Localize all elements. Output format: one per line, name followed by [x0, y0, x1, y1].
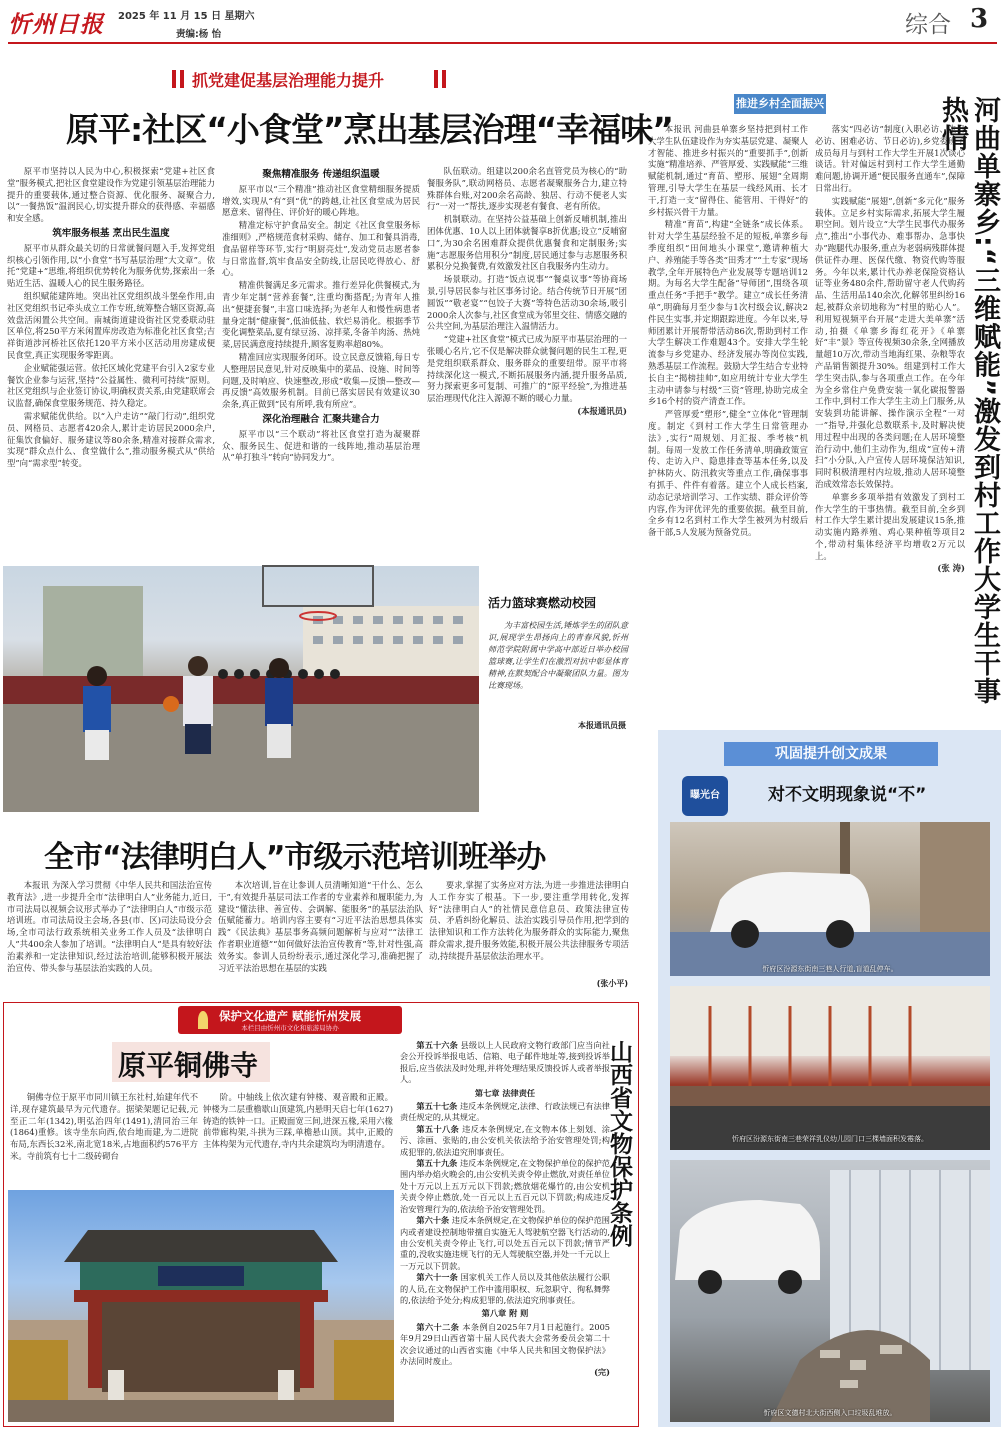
sidebar-vertical-title: 河曲单寨乡:“三维赋能”激发到村工作大学生干事热情: [937, 96, 1000, 706]
art1-title: 原平:社区“小食堂”烹出基层治理“幸福味”: [66, 110, 673, 149]
newspaper-logo: 忻州日报: [8, 11, 104, 38]
culture-col2: 阶。中轴线上依次建有钟楼、观音殿和正殿。钟楼为二层重檐歇山顶建筑,内悬明天启七年(1627)铸造的铁钟一口。正殿面宽三间,进深五椽,采用六椽前带廊构架,斗拱为三踩,单檐悬山顶。其中,正殿的主体构架为元代遗存,寺内共余建筑均为明清遗存。: [203, 1092, 393, 1150]
photo-title: 活力篮球赛燃动校园: [488, 596, 597, 610]
exposure-badge: 曝光台: [682, 776, 728, 816]
art2-byline: (张小平): [596, 979, 628, 988]
pagoda-icon: [198, 1011, 208, 1029]
sidebar-col-a: 本报讯 河曲县单寨乡坚持把到村工作大学生队伍建设作为夯实基层党建、凝聚人才智能、推进乡村振兴的“重要抓手”,创新实施“精准培养、严管厚爱、实践赋能”三维赋能机制,通过“育苗、塑形、展翅”全周期管理,引导大学生在基层一线经风雨、长才干,打造一支“留得住、能管用、干得好”的乡村振兴骨干力量。 精准“育苗”,构建“全链条”成长体系。针对大学生基层经验不足的短板,单寨乡每季度组织“田间地头小课堂”,邀请种植大户、养殖能手等各类“田秀才”“土专家”现场教学,全年开展特色产业发展等专题培训12期。为每名大学生配备“导师团”,围绕各项重点任务“手把手”教学。建立“成长任务清单”,明确每月至少参与1次村级会议,解决2件民生实事,并定期跟踪进度。今年以来,导师团累计开展帮带活动86次,帮助到村工作大学生解决工作难题43个。安排大学生轮流参与乡党建办、经济发展办等岗位实践,熟悉基层工作流程。鼓励大学生结合专业特长自主“揭榜挂帅”,如应用统计专业大学生主动申请参与村级“三资”管理,协助完成全乡16个村的资产清查工作。 严管厚爱“塑形”,健全“立体化”管理制度。制定《到村工作大学生日常管理办法》,实行“周规划、月汇报、季考核”机制。每周一发放工作任务清单,明确政策宣传、走访入户、隐患排查等基本任务,以及护林防火、防汛救灾等重点工作,确保事事有抓手、件件有着落。建立个人成长档案,动态记录培训学习、工作实绩、群众评价等内容,作为评优评先的重要依据。截至目前,全乡有12名到村工作大学生被列为村级后备干部,5人发展为预备党员。: [648, 124, 808, 538]
masthead-rule: [8, 42, 997, 44]
sidebar-col-b: 落实“四必访”制度(入职必访、生日必访、困难必访、节日必访),乡党委班子成员每月与到村工作大学生开展1次谈心谈话。针对偏远村到村工作大学生通勤难问题,协调开通“便民服务直通车”,保障日常出行。 实践赋能“展翅”,创新“多元化”服务载体。立足乡村实际需求,拓展大学生履职空间。划片设立“大学生民事代办服务点”,推出“小事代办、难事帮办、急事快办”跑腿代办服务,重点为老弱病残群体提供证件办理、医保代缴、物资代购等服务。今年以来,累计代办养老保险资格认证等业务480余件,帮助留守老人代购药品、生活用品140余次,化解邻里纠纷16起,被群众亲切地称为“村里的贴心人”。利用短视频平台开展“走进大美单寨”活动,拍摄《单寨乡海红花开》《单寨好“丰”景》等宣传视频30余条,全网播放量超10万次,带动当地海红果、杂粮等农产品销售额提升30%。组建到村工作大学生突击队,参与各项重点工作。在今年为全乡常住户免费安装一氧化碳报警器工作中,到村工作大学生主动上门服务,从安装到功能讲解、操作演示全程“一对一”指导,并强化总数联系卡,及时解决使用过程中出现的各类问题;在人居环境整治行动中,他们主动作为,组成“宣传+清扫”小分队,入户宣传人居环境保洁知识,同时积极清理村内垃圾,推动人居环境整治成效常态长效保持。 单寨乡多项举措有效激发了到村工作大学生的干事热情。截至目前,全乡到村工作大学生累计提出发展建议15条,推动实施内路养殖、鸡心果种植等项目2个,带动村集体经济平均增收2万元以上。 (张 涛): [815, 124, 965, 574]
art2-col3: 要求,掌握了实务应对方法,为进一步推进法律明白人工作夯实了根基。下一步,要注重学用转化,发挥好“法律明白人”的社情民意信息员、政策法律宣传员、矛盾纠纷化解员、法治实践引导员作用,把学到的法律知识和工作方法转化为服务群众的实际能力,聚焦群众需求,提升服务效能,积极开展公共法律服务专项活动,持续提升基层依法治理水平。: [429, 880, 629, 961]
civ-photo-3: [670, 1160, 990, 1422]
basketball-photo: [3, 566, 479, 812]
civ-photo-2: [670, 986, 990, 1150]
art2-title: 全市“法律明白人”市级示范培训班举办: [44, 840, 546, 875]
art1-col3: 队伍联动。组建以200余名直管党员为核心的“助餐服务队”,联动网格员、志愿者凝聚服务合力,建立特殊群体台账,对200余名高龄、独居、行动不便老人实行“一对一”帮扶,逐步实现老有餐食、老有所依。 机制联动。在坚持公益基础上创新反哺机制,推出团体优惠、10人以上团体就餐享8折优惠;设立“反哺窗口”,为30余名困难群众提供优惠餐食和定制服务;实施“志愿服务信用积分”制度,居民通过参与志愿服务积累积分兑换餐费,有效激发社区自我服务内生动力。 场景联动。打造“饭点说事”“餐桌议事”等协商场景,引导居民参与社区事务讨论。结合传统节日开展“团圆饭”“敬老宴”“包饺子大赛”等特色活动30余场,吸引2000余人次参与,社区食堂成为邻里交往、情感交融的公共空间,为基层治理注入温情活力。 “党建+社区食堂”模式已成为原平市基层治理的一张暖心名片,它不仅是解决群众就餐问题的民生工程,更是党组织联系群众、服务群众的重要纽带。原平市将持续深化这一模式,不断拓展服务内涵,提升服务品质,努力探索更多可复制、可推广的“原平经验”,为推进基层治理现代化注入源源不断的暖心力量。 (本报通讯员): [427, 166, 627, 416]
civ-banner: 巩固提升创文成果: [724, 742, 938, 766]
art1-col1: 原平市坚持以人民为中心,积极探索“党建+社区食堂”服务模式,把社区食堂建设作为党建引领基层治理能力提升的重要载体,通过整合资源、优化服务、凝聚合力,以“一餐热饭”温润民心,切实提升群众的获得感、幸福感和安全感。 筑牢服务根基 烹出民生温度 原平市从群众最关切的日常就餐问题入手,发挥党组织核心引领作用,以“小食堂”书写基层治理“大文章”。依托“党建+”思维,将组织优势转化为服务优势,探索出一条贴近生活、温暖人心的民生服务路径。 组织赋能建阵地。突出社区党组织战斗堡垒作用,由社区党组织书记牵头成立工作专班,统筹整合辖区资源,高效盘活闲置公共空间。南城街道建设街社区党委联动驻区单位,将250平方米闲置库房改造为标准化社区食堂;吉祥街道涉河桥社区依托120平方米小区活动用房建成便民食堂,真正实现服务零距离。 企业赋能强运营。依托区域化党建平台引入2家专业餐饮企业参与运营,坚持“公益属性、微利可持续”原则。社区党组织与企业签订协议,明确权责关系,由党建联席会议监督,确保食堂服务规范、持久稳定。 需求赋能优供给。以“入户走访”“敲门行动”,组织党员、网格员、志愿者420余人,累计走访居民2000余户,征集饮食偏好、服务建议等80余条,精准对接群众需求,实现“群众点什么、食堂做什么”,推动服务模式从“供给型”向“需求型”转变。: [7, 166, 215, 469]
civ-title: 对不文明现象说“不”: [768, 785, 927, 805]
section-name: 综合: [905, 12, 951, 38]
civ-caption-3: 忻府区文德村北大街西侧入口垃圾乱堆放。: [763, 1409, 897, 1417]
culture-col1: 铜佛寺位于原平市同川镇王东社村,始建年代不详,现存建筑最早为元代遗存。据梁架题记记载,元至正二年(1342),明弘治四年(1491),清同治三年(1864)重修。该寺坐东向西,依台地而建,为二进院布局,东西长32米,南北宽18米,占地面积约576平方米。寺前筑有七十二级砖砌台: [10, 1092, 198, 1161]
issue-date: 2025 年 11 月 15 日 星期六: [118, 11, 255, 22]
civ-caption-2: 忻府区汾源东街南三巷荣祥乳仪幼儿园门口三棵墙面积发霉落。: [732, 1135, 928, 1143]
temple-photo: [8, 1190, 394, 1422]
page-number: 3: [970, 4, 989, 34]
page-editor: 责编:杨 怡: [176, 29, 222, 40]
art2-col1: 本报讯 为深入学习贯彻《中华人民共和国法治宣传教育法》,进一步提升全市“法律明白人”业务能力,近日,市司法局以视频会议形式举办了“法律明白人”市级示范培训班。市司法局设主会场,各县(市、区)司法局设分会场,全市司法行政系统相关业务工作人员及“法律明白人”共400余人参加了培训。“法律明白人”是具有较好法治素养和一定法律知识,经过法治培训,能够积极开展法治宣传、带头参与基层法治实践的人员。: [7, 880, 212, 973]
art1-banner: 抓党建促基层治理能力提升: [172, 68, 462, 90]
civ-photo-1: [670, 822, 990, 976]
photo-caption: 为丰富校园生活,锤炼学生的团队意识,展现学生昂扬向上的青春风貌,忻州师范学院附属中学高中部近日举办校园篮球赛,让学生们在激烈对抗中彰显体育精神,在默契配合中凝聚团队力量。图为比赛现场。: [488, 621, 628, 690]
player-1: [183, 656, 213, 754]
art2-col2: 本次培训,旨在让参训人员清晰知道“干什么、怎么干”,有效提升基层司法工作者的专业素养和履职能力,为建设“懂法律、善宣传、会调解、能服务”的基层法治队伍赋能蓄力。培训内容主要有“习近平法治思想具体实践”《民法典》基层事务高频问题解析与应对”“法律工作者职业道德”“如何做好法治宣传教育”等,针对性强,高效务实。参训人员纷纷表示,通过深化学习,准确把握了习近平法治思想在基层的实践: [218, 880, 423, 973]
art1-col2: 聚焦精准服务 传递组织温暖 原平市以“三个精准”推动社区食堂精细服务提质增效,实现从“有”到“优”的跨越,让社区食堂成为居民愿意来、留得住、评价好的暖心阵地。 精准定标守护食品安全。制定《社区食堂服务标准细则》,严格规范食材采购、储存、加工和餐具消毒,食品留样等环节,实行“明厨亮灶”,发动党员志愿者参与日常监督,筑牢食品安全防线,让居民吃得放心、舒心。 精准供餐满足多元需求。推行差异化供餐模式,为青少年定制“营养套餐”,注重均衡搭配;为青年人推出“便捷套餐”,丰富口味选择;为老年人和慢性病患者量身定制“健康餐”,低油低盐、软烂易消化。根据季节变化调整菜品,夏有绿豆汤、凉拌菜,冬备羊肉汤、热炖菜,居民满意度持续提升,顾客复购率超80%。 精准回应实现服务闭环。设立民意反馈箱,每日专人整理居民意见,针对反映集中的菜品、设施、时间等问题,及时响应、快速整改,形成“收集—反馈—整改—再反馈”高效服务机制。目前已落实居民有效建议30余条,真正做到“民有所呼,我有所应”。 深化治理融合 汇聚共建合力 原平市以“三个联动”将社区食堂打造为凝聚群众、服务民生、促进和谐的一线阵地,推动基层治理从“单打独斗”转向“协同发力”。: [222, 169, 420, 463]
sidebar-banner: 推进乡村全面振兴: [734, 94, 826, 114]
law-text: 第五十六条 县级以上人民政府文物行政部门应当向社会公开投诉举报电话、信箱、电子邮件地址等,接到投诉举报后,应当依法及时处理,并将处理结果反馈投诉人或者举报人。 第七章 法律责任 第五十七条 违反本条例规定,法律、行政法规已有法律责任规定的,从其规定。 第五十八条 违反本条例规定,在文物本体上刻划、涂污、涂画、张贴的,由公安机关依法给予治安管理处罚;构成犯罪的,依法追究刑事责任。 第五十九条 违反本条例规定,在文物保护单位的保护范围内举办焰火晚会的,由公安机关责令停止燃放,对责任单位处十万元以上五万元以下罚款;燃放烟花爆竹的,由公安机关责令停止燃放,处一百元以上五百元以下罚款;构成违反治安管理行为的,依法给予治安管理处罚。 第六十条 违反本条例规定,在文物保护单位的保护范围内或者建设控制地带擅自实施无人驾驶航空器飞行活动的,由公安机关责令停止飞行,可以处五百元以下罚款;情节严重的,没收实施违规飞行的无人驾驶航空器,并处一千元以上一万元以下罚款。 第六十一条 国家机关工作人员以及其他依法履行公职的人员,在文物保护工作中滥用职权、玩忽职守、徇私舞弊的,依法给予处分;构成犯罪的,依法追究刑事责任。 第八章 附 则 第六十二条 本条例自2025年7月1日起施行。2005年9月29日山西省第十届人民代表大会常务委员会第二十次会议通过的山西省实施《中华人民共和国文物保护法》办法同时废止。 (完): [400, 1040, 610, 1378]
law-vertical-title: 山西省文物保护条例: [606, 1040, 632, 1247]
culture-banner: 保护文化遗产 赋能忻州发展 本栏目由忻州市文化和旅游局协办: [178, 1006, 402, 1034]
photo-credit: 本报通讯员摄: [578, 721, 626, 730]
civ-caption-1: 忻府区汾源东街南三巷人行道,盲道乱停车。: [762, 965, 898, 973]
basketball-scene: [3, 566, 479, 812]
culture-title: 原平铜佛寺: [118, 1049, 259, 1082]
